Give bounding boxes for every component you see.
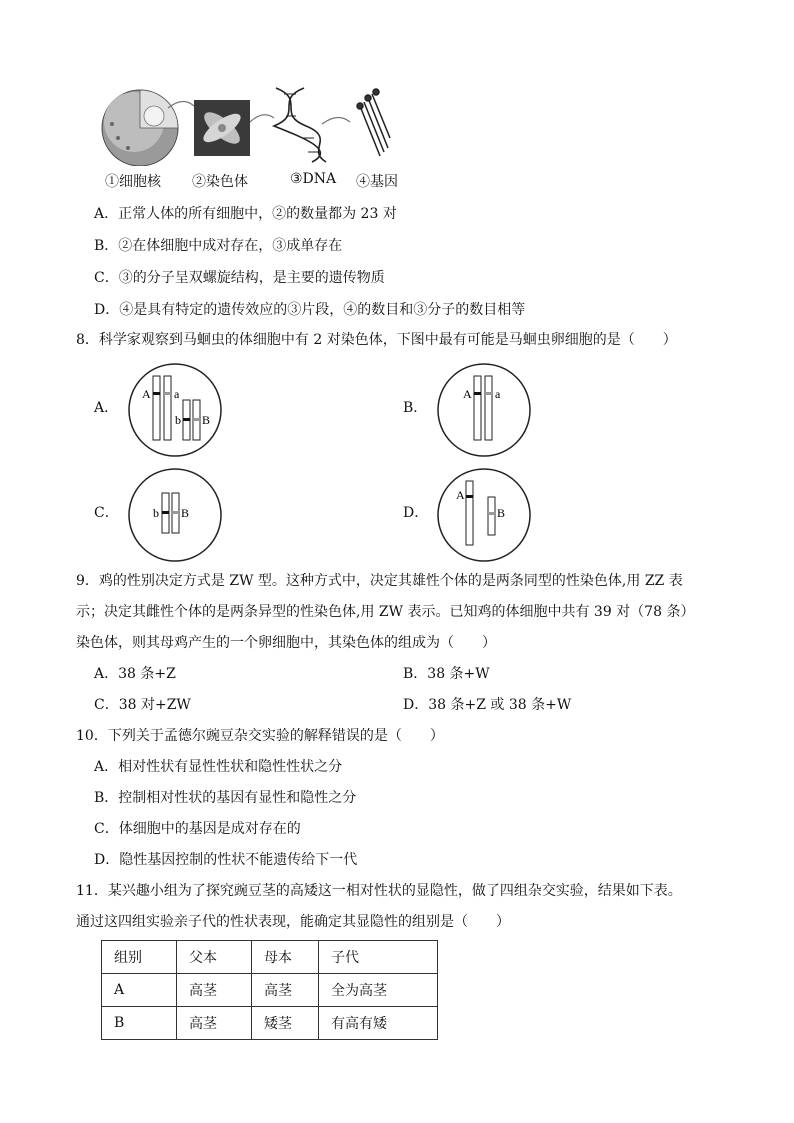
chromosome — [164, 376, 171, 440]
q8-option-a-label: A． — [94, 400, 119, 416]
gene-locus — [162, 511, 169, 514]
q10-stem: 10．下列关于孟德尔豌豆杂交实验的解释错误的是（ ） — [76, 728, 444, 744]
chromosome — [153, 376, 160, 440]
chromosome — [466, 481, 473, 545]
q10-option-b: B．控制相对性状的基因有显性和隐性之分 — [94, 790, 357, 806]
cell-membrane — [438, 364, 530, 456]
gene-locus — [466, 495, 473, 498]
q10-option-c: C．体细胞中的基因是成对存在的 — [94, 821, 301, 837]
table-cell: B — [102, 1007, 177, 1040]
table-row — [102, 974, 438, 1007]
cell-membrane — [438, 469, 530, 561]
gene-label: b — [153, 506, 159, 520]
cell-a-diagram — [125, 360, 225, 460]
q11-stem-line2: 通过这四组实验亲子代的性状表现，能确定其显隐性的组别是（ ） — [76, 914, 510, 930]
cell-c-diagram — [125, 465, 225, 565]
genetics-diagram — [98, 86, 398, 166]
table-cell: 高茎 — [252, 974, 319, 1007]
table-cell: 有高有矮 — [319, 1007, 438, 1040]
q8-stem: 8．科学家观察到马蛔虫的体细胞中有 2 对染色体，下图中最有可能是马蛔虫卵细胞的是（ ） — [76, 332, 677, 348]
table-cell: 矮茎 — [252, 1007, 319, 1040]
q8-option-c-label: C． — [94, 505, 119, 521]
table-cell: 全为高茎 — [319, 974, 438, 1007]
gene-label: A — [456, 488, 465, 502]
gene-label: A — [463, 387, 472, 401]
figure-label-chromosome: ②染色体 — [192, 174, 248, 190]
q7-option-d: D．④是具有特定的遗传效应的③片段，④的数目和③分子的数目相等 — [94, 302, 526, 318]
gene-locus — [488, 512, 495, 515]
figure-label-dna: ③DNA — [290, 171, 337, 187]
gene-label: b — [175, 413, 181, 427]
q9-option-d: D．38 条+Z 或 38 条+W — [403, 697, 572, 713]
q9-option-c: C．38 对+ZW — [94, 697, 191, 713]
q10-option-d: D．隐性基因控制的性状不能遗传给下一代 — [94, 852, 358, 868]
q9-option-b: B．38 条+W — [403, 666, 490, 682]
table-row — [102, 1007, 438, 1040]
q11-stem-line1: 11．某兴趣小组为了探究豌豆茎的高矮这一相对性状的显隐性，做了四组杂交实验，结果如下表。 — [76, 883, 682, 899]
table-header-cell: 组别 — [102, 941, 177, 974]
q8-option-b-label: B． — [403, 400, 428, 416]
chromosome — [485, 376, 492, 440]
q7-option-b: B．②在体细胞中成对存在，③成单存在 — [94, 238, 343, 254]
arrow-icon — [322, 117, 350, 124]
gene-locus — [474, 392, 481, 395]
q9-option-a: A．38 条+Z — [94, 666, 176, 682]
table-cell: 高茎 — [177, 1007, 252, 1040]
cell-b-diagram — [434, 360, 534, 460]
gene-label: B — [181, 506, 190, 520]
chromosome-icon — [194, 100, 250, 156]
gene-label: a — [495, 387, 501, 401]
figure-label-gene: ④基因 — [356, 174, 398, 190]
q11-results-table — [101, 940, 438, 1040]
cell-d-diagram — [434, 465, 534, 565]
gene-locus — [172, 511, 179, 514]
q9-stem-line2: 示；决定其雌性个体的是两条异型的性染色体,用 ZW 表示。已知鸡的体细胞中共有 39 对（78 条） — [76, 604, 695, 620]
chromosome — [488, 497, 495, 535]
gene-locus — [183, 418, 190, 421]
table-cell: 高茎 — [177, 974, 252, 1007]
q7-option-c: C．③的分子呈双螺旋结构，是主要的遗传物质 — [94, 270, 385, 286]
gene-icon — [357, 89, 390, 156]
gene-locus — [193, 418, 200, 421]
q10-option-a: A．相对性状有显性性状和隐性性状之分 — [94, 759, 343, 775]
q8-option-d-label: D． — [403, 505, 429, 521]
arrow-icon — [250, 115, 274, 122]
gene-locus — [485, 392, 492, 395]
gene-label: a — [174, 387, 180, 401]
table-header-cell: 父本 — [177, 941, 252, 974]
gene-label: A — [142, 387, 151, 401]
gene-locus — [153, 392, 160, 395]
gene-label: B — [202, 413, 211, 427]
chromosome — [474, 376, 481, 440]
figure-label-nucleus: ①细胞核 — [105, 174, 161, 190]
dna-helix-icon — [274, 88, 326, 162]
table-header-cell: 母本 — [252, 941, 319, 974]
cell-membrane — [129, 364, 221, 456]
gene-label: B — [497, 506, 506, 520]
table-header-row — [102, 941, 438, 974]
table-cell: A — [102, 974, 177, 1007]
gene-locus — [164, 392, 171, 395]
q9-stem-line1: 9．鸡的性别决定方式是 ZW 型。这种方式中，决定其雄性个体的是两条同型的性染色体,用 ZZ 表 — [76, 573, 683, 589]
table-header-cell: 子代 — [319, 941, 438, 974]
q7-option-a: A．正常人体的所有细胞中，②的数量都为 23 对 — [94, 206, 397, 222]
nucleus-icon — [102, 90, 178, 166]
q9-stem-line3: 染色体，则其母鸡产生的一个卵细胞中，其染色体的组成为（ ） — [76, 635, 496, 651]
